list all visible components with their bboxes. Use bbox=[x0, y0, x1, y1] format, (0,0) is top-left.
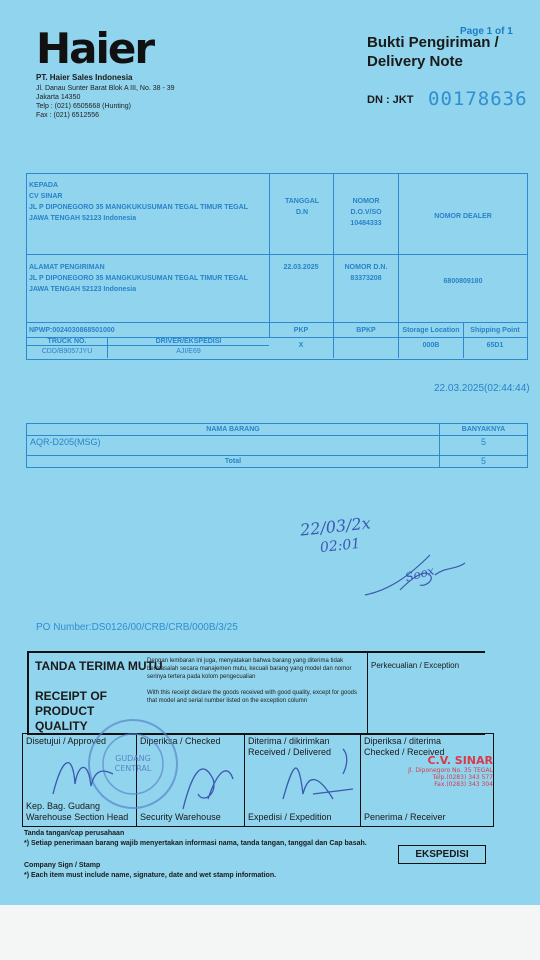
document-title bbox=[367, 33, 527, 71]
shipping-label: Shipping Point bbox=[470, 327, 520, 334]
nomor-dn-value: 83373208 bbox=[350, 275, 382, 282]
driver-value: AJI/E69 bbox=[176, 348, 201, 355]
tanggal-label: TANGGAL bbox=[284, 198, 320, 205]
handwritten-scribble: Soox bbox=[403, 563, 436, 585]
recipient-block bbox=[29, 180, 267, 224]
dealer-value: 6800809180 bbox=[443, 278, 483, 285]
recipient-address: JL P DIPONEGORO 35 MANGKUKUSUMAN TEGAL TIMUR TEGAL bbox=[29, 204, 248, 211]
sig-top-label: Diperiksa / diterima Checked / Received bbox=[364, 736, 445, 757]
kepada-label: KEPADA bbox=[29, 182, 59, 189]
storage-value: 000B bbox=[422, 342, 440, 349]
sig-top-label: Disetujui / Approved bbox=[26, 736, 107, 746]
blue-stamp-text bbox=[33, 534, 55, 535]
stamp-address: Jl. Diponegoro No. 35 TEGAL bbox=[408, 767, 493, 774]
sig-bottom-label: Kep. Bag. Gudang Warehouse Section Head bbox=[26, 801, 129, 822]
items-table bbox=[26, 423, 528, 468]
receiver-stamp bbox=[395, 754, 493, 788]
shipping-address: JAWA TENGAH 52123 Indonesia bbox=[29, 286, 137, 293]
exception-label: Perkecualian / Exception bbox=[371, 661, 460, 670]
approved-signature-icon bbox=[43, 744, 133, 804]
dn-number: 00178636 bbox=[428, 88, 528, 110]
handwritten-time: 02:01 bbox=[319, 535, 362, 557]
storage-label: Storage Location bbox=[402, 327, 460, 334]
page-indicator: Page 1 of 1 bbox=[460, 26, 513, 37]
sig-top-label: Diterima / dikirimkan Received / Delivered bbox=[248, 736, 332, 757]
sig-bottom-label: Security Warehouse bbox=[140, 812, 221, 822]
total-label: Total bbox=[224, 458, 242, 465]
haier-logo: Haier bbox=[36, 24, 154, 73]
footer-line: Tanda tangan/cap perusahaan bbox=[24, 830, 125, 837]
truck-label: TRUCK NO. bbox=[47, 338, 87, 345]
col-name-header: NAMA BARANG bbox=[206, 426, 260, 433]
tanggal-header bbox=[275, 196, 329, 218]
date-value: 22.03.2025 bbox=[283, 264, 319, 271]
stamp-name: C.V. SINAR bbox=[427, 754, 493, 767]
stamp-fax: Fax.(0283) 343 304 bbox=[434, 781, 493, 788]
footer-notes bbox=[24, 829, 367, 881]
signature-box bbox=[22, 733, 494, 827]
po-number: PO Number:DS0126/00/CRB/CRB/000B/3/25 bbox=[36, 622, 238, 633]
svg-text:GUDANG: GUDANG bbox=[115, 754, 151, 763]
customer-info-table bbox=[26, 173, 528, 360]
receipt-title-en: RECEIPT OF PRODUCT QUALITY bbox=[35, 689, 108, 733]
shipping-address-block bbox=[29, 262, 267, 295]
address-line: Jl. Danau Sunter Barat Blok A III, No. 38 - 39 bbox=[36, 85, 175, 92]
address-line: Fax : (021) 6512556 bbox=[36, 112, 100, 119]
driver-label: DRIVER/EKSPEDISI bbox=[155, 338, 222, 345]
handwritten-date: 22/03/2x bbox=[299, 513, 372, 540]
dealer-header: NOMOR DEALER bbox=[434, 213, 492, 220]
npwp: NPWP:002403086850100​0 bbox=[29, 327, 115, 334]
checked-signature-icon bbox=[173, 749, 243, 819]
svg-text:CENTRAL: CENTRAL bbox=[114, 764, 152, 773]
stamp-tel: Telp.(0283) 343 577 bbox=[432, 774, 493, 781]
item-qty: 5 bbox=[480, 437, 486, 447]
address-line: Telp : (021) 6505668 (Hunting) bbox=[36, 103, 131, 110]
receipt-text-id: Dengan lembaran ini juga, menyatakan bahwa barang yang diterima tidak bermasalah secara manajemen mutu, kecuali barang yang model dan nomor serinya tertera pada kolom pengecualian bbox=[147, 658, 352, 680]
footer-line: *) Setiap penerimaan barang wajib menyertakan informasi nama, tanda tangan, tanggal dan Cap basah. bbox=[24, 840, 367, 847]
nomor-dn-label: NOMOR D.N. bbox=[344, 264, 388, 271]
footer-line: Company Sign / Stamp bbox=[24, 862, 101, 869]
item-name: AQR-D205(MSG) bbox=[30, 437, 101, 447]
company-address bbox=[36, 84, 236, 120]
alamat-label: ALAMAT PENGIRIMAN bbox=[29, 264, 105, 271]
print-timestamp: 22.03.2025(02:44:44) bbox=[434, 383, 530, 394]
recipient-address: JAWA TENGAH 52123 Indonesia bbox=[29, 215, 137, 222]
receipt-text-en: With this receipt declare the goods received with good quality, except for goods that model and serial number listed on the exception column bbox=[147, 690, 358, 704]
pkp-value: X bbox=[298, 342, 304, 349]
address-line: Jakarta 14350 bbox=[36, 94, 81, 101]
col-qty-header: BANYAKNYA bbox=[461, 426, 506, 433]
footer-line: *) Each item must include name, signature, date and wet stamp information. bbox=[24, 872, 277, 879]
sig-bottom-label: Penerima / Receiver bbox=[364, 812, 446, 822]
sig-bottom-label: Expedisi / Expedition bbox=[248, 812, 332, 822]
nomor-value: 10484333 bbox=[350, 220, 382, 227]
total-value: 5 bbox=[480, 456, 486, 466]
pkp-label: PKP bbox=[293, 327, 309, 334]
bpkp-label: BPKP bbox=[356, 327, 376, 334]
nomor-dn bbox=[337, 262, 395, 284]
company-name: PT. Haier Sales Indonesia bbox=[36, 73, 133, 82]
ekspedisi-label: EKSPEDISI bbox=[398, 845, 486, 864]
shipping-address: JL P DIPONEGORO 35 MANGKUKUSUMAN TEGAL TIMUR TEGAL bbox=[29, 275, 248, 282]
tanggal-sub: D.N bbox=[295, 209, 309, 216]
title-line: Bukti Pengiriman / bbox=[367, 34, 499, 51]
truck-value: CDD/B9057JYU bbox=[41, 348, 93, 355]
dn-label: DN : JKT bbox=[367, 94, 414, 106]
sig-top-label: Diperiksa / Checked bbox=[140, 736, 221, 746]
receipt-title-id: TANDA TERIMA MUTU bbox=[35, 659, 163, 673]
shipping-value: 65D1 bbox=[486, 342, 504, 349]
recipient-name: CV SINAR bbox=[29, 193, 63, 200]
nomor-header bbox=[337, 196, 395, 229]
nomor-label: NOMOR bbox=[352, 198, 380, 205]
delivered-signature-icon bbox=[273, 744, 363, 814]
title-line: Delivery Note bbox=[367, 53, 463, 70]
nomor-sub: D.O.V/SO bbox=[350, 209, 382, 216]
